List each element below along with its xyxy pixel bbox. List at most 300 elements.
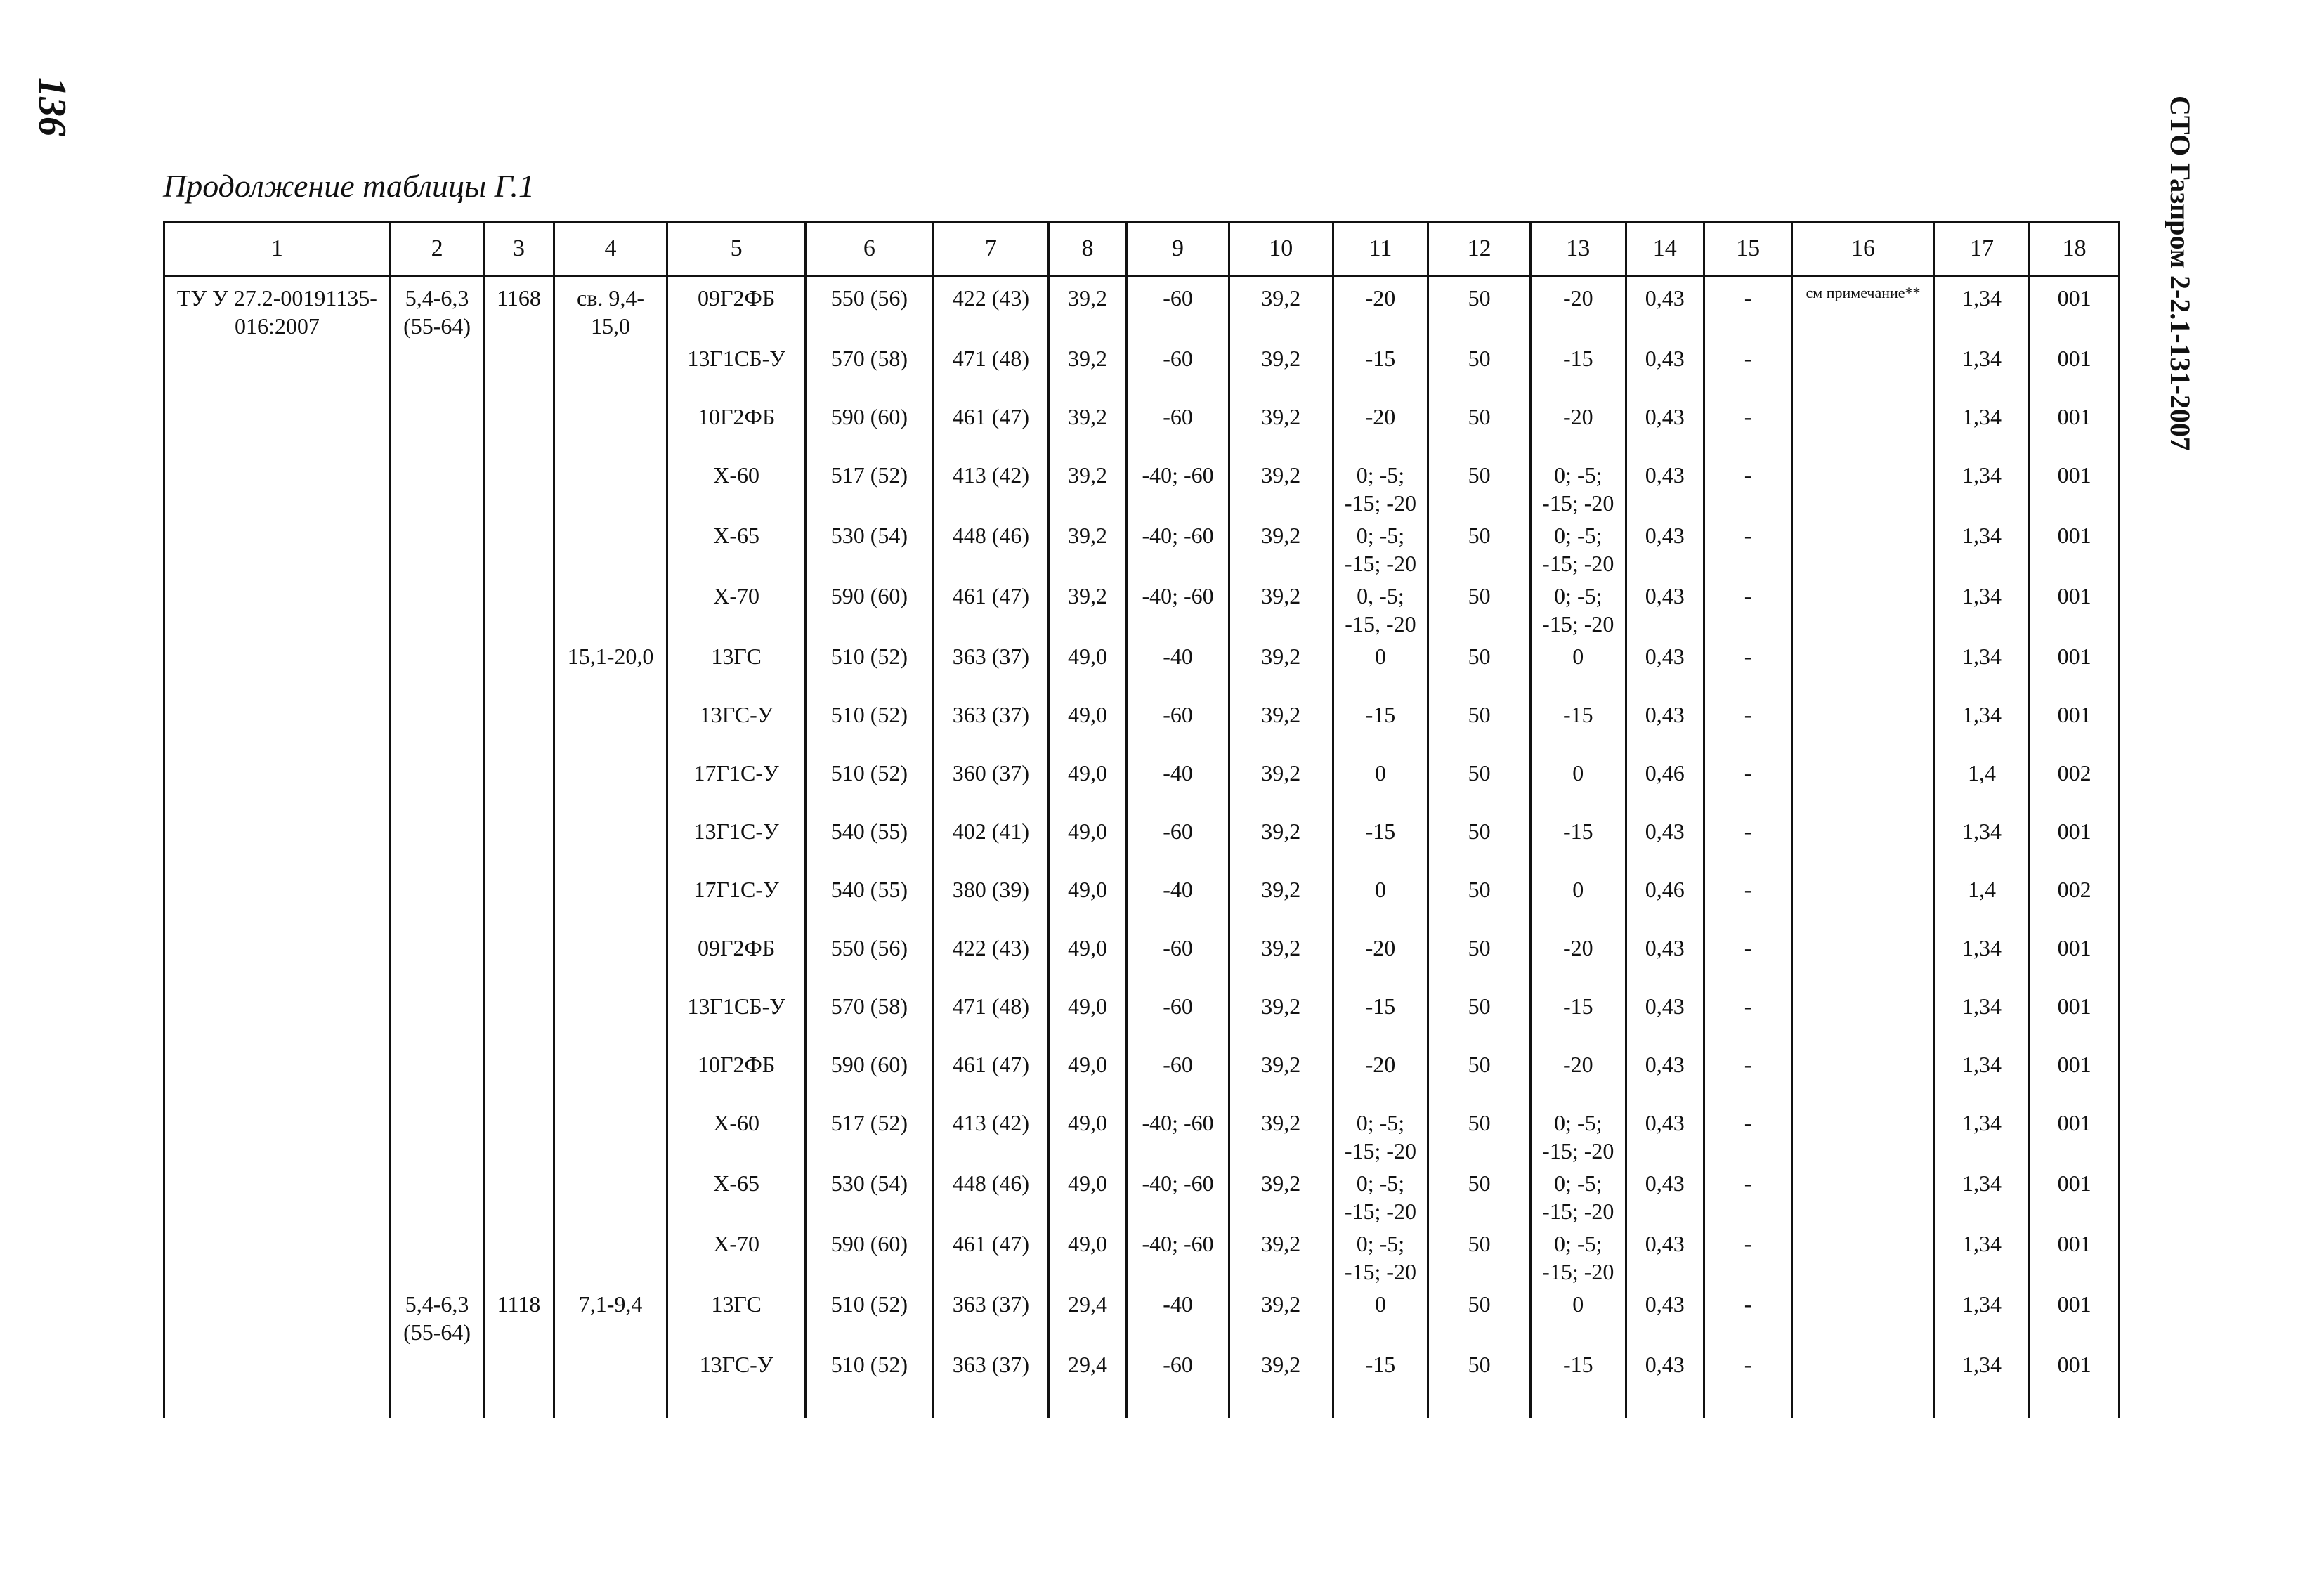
cell-col-9: -40; -60 [1127, 578, 1229, 638]
cell-col-13: -15 [1530, 813, 1626, 871]
cell-col-2 [390, 638, 484, 696]
cell-col-16 [1792, 1046, 1934, 1104]
cell-col-17: 1,34 [1934, 517, 2030, 578]
cell-col-8: 49,0 [1048, 988, 1126, 1046]
cell-col-6: 540 (55) [805, 871, 933, 930]
cell-col-16 [1792, 578, 1934, 638]
cell-col-13: -15 [1530, 696, 1626, 755]
cell-col-3 [484, 340, 554, 398]
cell-col-12: 50 [1428, 1346, 1531, 1418]
cell-spec [164, 638, 391, 696]
cell-col-14: 0,43 [1626, 578, 1704, 638]
cell-col-17: 1,34 [1934, 1104, 2030, 1165]
cell-col-13: 0; -5; -15; -20 [1530, 1104, 1626, 1165]
cell-col-17: 1,34 [1934, 457, 2030, 517]
cell-col-3 [484, 398, 554, 457]
cell-col-4 [554, 696, 667, 755]
cell-col-4 [554, 1046, 667, 1104]
cell-col-13: -20 [1530, 930, 1626, 988]
cell-col-2 [390, 871, 484, 930]
cell-col-6: 510 (52) [805, 638, 933, 696]
cell-col-5: X-65 [667, 517, 805, 578]
column-header-18: 18 [2030, 222, 2120, 276]
cell-col-9: -60 [1127, 1046, 1229, 1104]
cell-col-10: 39,2 [1229, 1165, 1333, 1225]
cell-col-17: 1,34 [1934, 930, 2030, 988]
cell-col-2 [390, 340, 484, 398]
cell-spec [164, 813, 391, 871]
cell-col-18: 001 [2030, 578, 2120, 638]
cell-col-4 [554, 1104, 667, 1165]
cell-col-7: 363 (37) [933, 1346, 1048, 1418]
cell-col-10: 39,2 [1229, 755, 1333, 813]
cell-col-9: -60 [1127, 398, 1229, 457]
cell-col-15: - [1704, 1104, 1791, 1165]
cell-col-17: 1,34 [1934, 1165, 2030, 1225]
table-caption: Продолжение таблицы Г.1 [163, 168, 535, 204]
cell-col-17: 1,4 [1934, 755, 2030, 813]
cell-col-13: -15 [1530, 988, 1626, 1046]
cell-col-6: 540 (55) [805, 813, 933, 871]
cell-col-18: 001 [2030, 1346, 2120, 1418]
cell-spec [164, 517, 391, 578]
cell-col-12: 50 [1428, 578, 1531, 638]
cell-col-4 [554, 988, 667, 1046]
column-header-8: 8 [1048, 222, 1126, 276]
cell-col-9: -60 [1127, 1346, 1229, 1418]
cell-col-6: 550 (56) [805, 930, 933, 988]
cell-col-5: 13Г1С-У [667, 813, 805, 871]
cell-col-17: 1,34 [1934, 813, 2030, 871]
cell-spec [164, 696, 391, 755]
cell-col-2 [390, 1046, 484, 1104]
cell-col-10: 39,2 [1229, 578, 1333, 638]
cell-col-4 [554, 755, 667, 813]
cell-col-10: 39,2 [1229, 930, 1333, 988]
cell-col-7: 363 (37) [933, 1286, 1048, 1346]
table-row [164, 276, 2120, 341]
cell-spec [164, 340, 391, 398]
cell-col-17: 1,34 [1934, 696, 2030, 755]
column-header-13: 13 [1530, 222, 1626, 276]
cell-col-6: 517 (52) [805, 1104, 933, 1165]
cell-col-13: 0; -5; -15; -20 [1530, 1165, 1626, 1225]
cell-col-5: 13Г1СБ-У [667, 340, 805, 398]
cell-col-6: 590 (60) [805, 398, 933, 457]
table-row [164, 517, 2120, 578]
cell-col-12: 50 [1428, 517, 1531, 578]
cell-col-14: 0,46 [1626, 871, 1704, 930]
cell-col-8: 49,0 [1048, 1165, 1126, 1225]
cell-col-12: 50 [1428, 813, 1531, 871]
cell-col-6: 570 (58) [805, 340, 933, 398]
cell-col-6: 510 (52) [805, 1346, 933, 1418]
cell-col-11: 0 [1333, 871, 1428, 930]
cell-col-14: 0,43 [1626, 398, 1704, 457]
cell-col-17: 1,34 [1934, 988, 2030, 1046]
table-row [164, 340, 2120, 398]
cell-col-9: -40 [1127, 1286, 1229, 1346]
cell-col-4 [554, 930, 667, 988]
table-row [164, 930, 2120, 988]
cell-col-7: 461 (47) [933, 578, 1048, 638]
cell-col-10: 39,2 [1229, 696, 1333, 755]
cell-col-8: 29,4 [1048, 1346, 1126, 1418]
cell-col-8: 39,2 [1048, 517, 1126, 578]
cell-col-3 [484, 930, 554, 988]
cell-col-11: -15 [1333, 1346, 1428, 1418]
cell-col-18: 001 [2030, 696, 2120, 755]
cell-col-3 [484, 755, 554, 813]
cell-col-13: 0 [1530, 871, 1626, 930]
cell-col-8: 39,2 [1048, 340, 1126, 398]
cell-col-2: 5,4-6,3 (55-64) [390, 276, 484, 341]
cell-col-10: 39,2 [1229, 871, 1333, 930]
cell-col-9: -60 [1127, 696, 1229, 755]
cell-col-6: 510 (52) [805, 1286, 933, 1346]
cell-col-6: 517 (52) [805, 457, 933, 517]
column-header-11: 11 [1333, 222, 1428, 276]
cell-col-14: 0,43 [1626, 1104, 1704, 1165]
cell-col-3 [484, 1346, 554, 1418]
cell-col-17: 1,34 [1934, 1225, 2030, 1286]
cell-col-10: 39,2 [1229, 1225, 1333, 1286]
cell-col-18: 001 [2030, 457, 2120, 517]
cell-col-3 [484, 457, 554, 517]
cell-col-17: 1,34 [1934, 1046, 2030, 1104]
cell-spec [164, 578, 391, 638]
cell-col-13: 0; -5; -15; -20 [1530, 457, 1626, 517]
cell-col-7: 363 (37) [933, 638, 1048, 696]
cell-col-3: 1168 [484, 276, 554, 341]
cell-col-8: 49,0 [1048, 1046, 1126, 1104]
cell-col-11: 0; -5; -15; -20 [1333, 1225, 1428, 1286]
cell-col-15: - [1704, 1286, 1791, 1346]
cell-col-11: -15 [1333, 340, 1428, 398]
table-row [164, 871, 2120, 930]
cell-col-17: 1,34 [1934, 638, 2030, 696]
cell-col-2 [390, 755, 484, 813]
column-header-5: 5 [667, 222, 805, 276]
cell-col-7: 360 (37) [933, 755, 1048, 813]
cell-col-15: - [1704, 696, 1791, 755]
cell-col-6: 590 (60) [805, 1225, 933, 1286]
cell-col-10: 39,2 [1229, 1104, 1333, 1165]
cell-col-13: -20 [1530, 1046, 1626, 1104]
cell-col-9: -40; -60 [1127, 1165, 1229, 1225]
cell-col-14: 0,43 [1626, 813, 1704, 871]
cell-col-18: 002 [2030, 871, 2120, 930]
cell-col-2 [390, 457, 484, 517]
cell-col-3 [484, 1104, 554, 1165]
cell-col-3 [484, 517, 554, 578]
column-header-10: 10 [1229, 222, 1333, 276]
cell-col-12: 50 [1428, 696, 1531, 755]
cell-col-8: 49,0 [1048, 871, 1126, 930]
cell-col-3 [484, 1165, 554, 1225]
cell-col-9: -40; -60 [1127, 1225, 1229, 1286]
cell-col-5: 13ГС-У [667, 696, 805, 755]
cell-col-6: 550 (56) [805, 276, 933, 341]
cell-col-16 [1792, 988, 1934, 1046]
cell-col-8: 49,0 [1048, 1104, 1126, 1165]
cell-col-15: - [1704, 930, 1791, 988]
cell-col-4: св. 9,4-15,0 [554, 276, 667, 341]
cell-col-15: - [1704, 813, 1791, 871]
cell-col-5: X-60 [667, 1104, 805, 1165]
table-row [164, 1165, 2120, 1225]
cell-col-6: 510 (52) [805, 755, 933, 813]
cell-col-12: 50 [1428, 1165, 1531, 1225]
cell-col-12: 50 [1428, 871, 1531, 930]
cell-col-11: -15 [1333, 988, 1428, 1046]
cell-col-16 [1792, 755, 1934, 813]
cell-col-16 [1792, 930, 1934, 988]
cell-col-16 [1792, 696, 1934, 755]
steel-pipe-table [163, 221, 2120, 1418]
column-header-17: 17 [1934, 222, 2030, 276]
cell-col-8: 49,0 [1048, 813, 1126, 871]
cell-col-13: 0 [1530, 638, 1626, 696]
cell-col-16 [1792, 1104, 1934, 1165]
cell-col-13: 0; -5; -15; -20 [1530, 578, 1626, 638]
cell-col-12: 50 [1428, 340, 1531, 398]
cell-col-8: 49,0 [1048, 638, 1126, 696]
cell-col-10: 39,2 [1229, 457, 1333, 517]
cell-col-11: 0; -5; -15; -20 [1333, 517, 1428, 578]
cell-col-5: 17Г1С-У [667, 871, 805, 930]
cell-col-3 [484, 578, 554, 638]
column-header-1: 1 [164, 222, 391, 276]
cell-col-3 [484, 813, 554, 871]
cell-col-9: -40; -60 [1127, 457, 1229, 517]
cell-col-18: 001 [2030, 1104, 2120, 1165]
cell-col-3 [484, 988, 554, 1046]
cell-col-16: см примечание** [1792, 276, 1934, 341]
cell-col-18: 001 [2030, 813, 2120, 871]
cell-col-3: 1118 [484, 1286, 554, 1346]
cell-col-7: 363 (37) [933, 696, 1048, 755]
cell-col-3 [484, 696, 554, 755]
column-header-16: 16 [1792, 222, 1934, 276]
cell-spec [164, 988, 391, 1046]
cell-col-17: 1,4 [1934, 871, 2030, 930]
cell-col-9: -60 [1127, 276, 1229, 341]
cell-col-18: 001 [2030, 930, 2120, 988]
cell-col-9: -60 [1127, 930, 1229, 988]
cell-col-7: 461 (47) [933, 1225, 1048, 1286]
cell-col-11: 0 [1333, 638, 1428, 696]
cell-col-7: 461 (47) [933, 398, 1048, 457]
cell-col-12: 50 [1428, 930, 1531, 988]
cell-col-11: -20 [1333, 398, 1428, 457]
header-row [164, 222, 2120, 276]
cell-col-13: 0; -5; -15; -20 [1530, 1225, 1626, 1286]
cell-col-10: 39,2 [1229, 398, 1333, 457]
cell-col-2 [390, 813, 484, 871]
cell-col-4 [554, 1346, 667, 1418]
cell-col-6: 530 (54) [805, 1165, 933, 1225]
cell-col-5: X-70 [667, 578, 805, 638]
cell-col-11: 0; -5; -15; -20 [1333, 1104, 1428, 1165]
cell-col-4 [554, 1225, 667, 1286]
document-code: СТО Газпром 2-2.1-131-2007 [2165, 96, 2196, 451]
cell-col-11: 0; -5; -15; -20 [1333, 1165, 1428, 1225]
cell-col-14: 0,43 [1626, 930, 1704, 988]
cell-col-11: -20 [1333, 276, 1428, 341]
cell-col-2: 5,4-6,3 (55-64) [390, 1286, 484, 1346]
cell-col-9: -40 [1127, 638, 1229, 696]
cell-col-17: 1,34 [1934, 578, 2030, 638]
cell-col-3 [484, 1225, 554, 1286]
cell-col-12: 50 [1428, 988, 1531, 1046]
cell-col-16 [1792, 1286, 1934, 1346]
cell-col-10: 39,2 [1229, 1346, 1333, 1418]
cell-col-16 [1792, 638, 1934, 696]
cell-col-13: 0; -5; -15; -20 [1530, 517, 1626, 578]
cell-col-7: 413 (42) [933, 457, 1048, 517]
cell-col-16 [1792, 813, 1934, 871]
cell-col-16 [1792, 871, 1934, 930]
table-row [164, 1104, 2120, 1165]
cell-col-6: 530 (54) [805, 517, 933, 578]
table-row [164, 755, 2120, 813]
cell-col-9: -40; -60 [1127, 1104, 1229, 1165]
cell-col-11: -15 [1333, 696, 1428, 755]
cell-col-17: 1,34 [1934, 398, 2030, 457]
cell-col-3 [484, 871, 554, 930]
cell-col-5: 13ГС-У [667, 1346, 805, 1418]
cell-col-11: 0 [1333, 755, 1428, 813]
cell-col-4 [554, 871, 667, 930]
cell-col-5: 09Г2ФБ [667, 276, 805, 341]
column-header-14: 14 [1626, 222, 1704, 276]
cell-col-13: -15 [1530, 1346, 1626, 1418]
cell-col-7: 422 (43) [933, 276, 1048, 341]
cell-col-7: 422 (43) [933, 930, 1048, 988]
cell-col-12: 50 [1428, 457, 1531, 517]
cell-spec [164, 755, 391, 813]
cell-col-2 [390, 1225, 484, 1286]
cell-col-15: - [1704, 276, 1791, 341]
cell-col-15: - [1704, 517, 1791, 578]
cell-col-8: 49,0 [1048, 1225, 1126, 1286]
cell-col-16 [1792, 1165, 1934, 1225]
cell-col-13: 0 [1530, 1286, 1626, 1346]
cell-col-15: - [1704, 755, 1791, 813]
table-row [164, 1346, 2120, 1418]
cell-col-13: 0 [1530, 755, 1626, 813]
column-header-4: 4 [554, 222, 667, 276]
cell-col-14: 0,43 [1626, 1165, 1704, 1225]
cell-col-16 [1792, 340, 1934, 398]
cell-col-8: 49,0 [1048, 755, 1126, 813]
cell-col-7: 402 (41) [933, 813, 1048, 871]
cell-col-18: 001 [2030, 1046, 2120, 1104]
cell-spec [164, 1286, 391, 1346]
cell-col-14: 0,43 [1626, 696, 1704, 755]
cell-col-7: 448 (46) [933, 517, 1048, 578]
cell-col-2 [390, 1104, 484, 1165]
cell-spec [164, 1346, 391, 1418]
cell-col-8: 29,4 [1048, 1286, 1126, 1346]
column-header-15: 15 [1704, 222, 1791, 276]
cell-spec [164, 1225, 391, 1286]
cell-col-15: - [1704, 578, 1791, 638]
cell-col-15: - [1704, 1165, 1791, 1225]
cell-col-4: 15,1-20,0 [554, 638, 667, 696]
cell-col-2 [390, 930, 484, 988]
cell-col-5: 10Г2ФБ [667, 398, 805, 457]
column-header-12: 12 [1428, 222, 1531, 276]
cell-col-7: 413 (42) [933, 1104, 1048, 1165]
cell-col-2 [390, 398, 484, 457]
cell-col-5: 13ГС [667, 638, 805, 696]
cell-col-7: 471 (48) [933, 340, 1048, 398]
cell-col-18: 001 [2030, 1165, 2120, 1225]
cell-col-11: 0 [1333, 1286, 1428, 1346]
cell-col-12: 50 [1428, 638, 1531, 696]
cell-col-18: 001 [2030, 398, 2120, 457]
cell-col-18: 002 [2030, 755, 2120, 813]
cell-spec [164, 1104, 391, 1165]
cell-col-8: 49,0 [1048, 696, 1126, 755]
cell-col-4 [554, 578, 667, 638]
cell-col-12: 50 [1428, 398, 1531, 457]
cell-col-10: 39,2 [1229, 813, 1333, 871]
cell-col-12: 50 [1428, 1225, 1531, 1286]
cell-col-12: 50 [1428, 1286, 1531, 1346]
cell-col-8: 39,2 [1048, 398, 1126, 457]
cell-col-11: -15 [1333, 813, 1428, 871]
cell-col-17: 1,34 [1934, 1346, 2030, 1418]
cell-col-6: 590 (60) [805, 1046, 933, 1104]
cell-col-15: - [1704, 398, 1791, 457]
cell-col-2 [390, 1346, 484, 1418]
cell-col-4 [554, 1165, 667, 1225]
cell-col-2 [390, 517, 484, 578]
cell-col-7: 380 (39) [933, 871, 1048, 930]
cell-col-14: 0,43 [1626, 276, 1704, 341]
cell-col-16 [1792, 517, 1934, 578]
cell-col-4 [554, 398, 667, 457]
table-row [164, 457, 2120, 517]
cell-col-10: 39,2 [1229, 1286, 1333, 1346]
cell-spec [164, 457, 391, 517]
cell-col-4 [554, 517, 667, 578]
cell-col-17: 1,34 [1934, 340, 2030, 398]
cell-col-5: X-60 [667, 457, 805, 517]
table-body [164, 276, 2120, 1419]
cell-col-3 [484, 1046, 554, 1104]
cell-col-15: - [1704, 1346, 1791, 1418]
column-header-7: 7 [933, 222, 1048, 276]
cell-col-8: 39,2 [1048, 457, 1126, 517]
table-row [164, 578, 2120, 638]
cell-col-16 [1792, 457, 1934, 517]
cell-col-15: - [1704, 1225, 1791, 1286]
cell-col-12: 50 [1428, 1104, 1531, 1165]
cell-col-7: 461 (47) [933, 1046, 1048, 1104]
cell-col-9: -40 [1127, 755, 1229, 813]
cell-col-14: 0,43 [1626, 340, 1704, 398]
cell-col-14: 0,43 [1626, 1346, 1704, 1418]
cell-col-12: 50 [1428, 276, 1531, 341]
cell-col-14: 0,46 [1626, 755, 1704, 813]
cell-col-14: 0,43 [1626, 1286, 1704, 1346]
cell-col-18: 001 [2030, 340, 2120, 398]
cell-col-9: -60 [1127, 813, 1229, 871]
